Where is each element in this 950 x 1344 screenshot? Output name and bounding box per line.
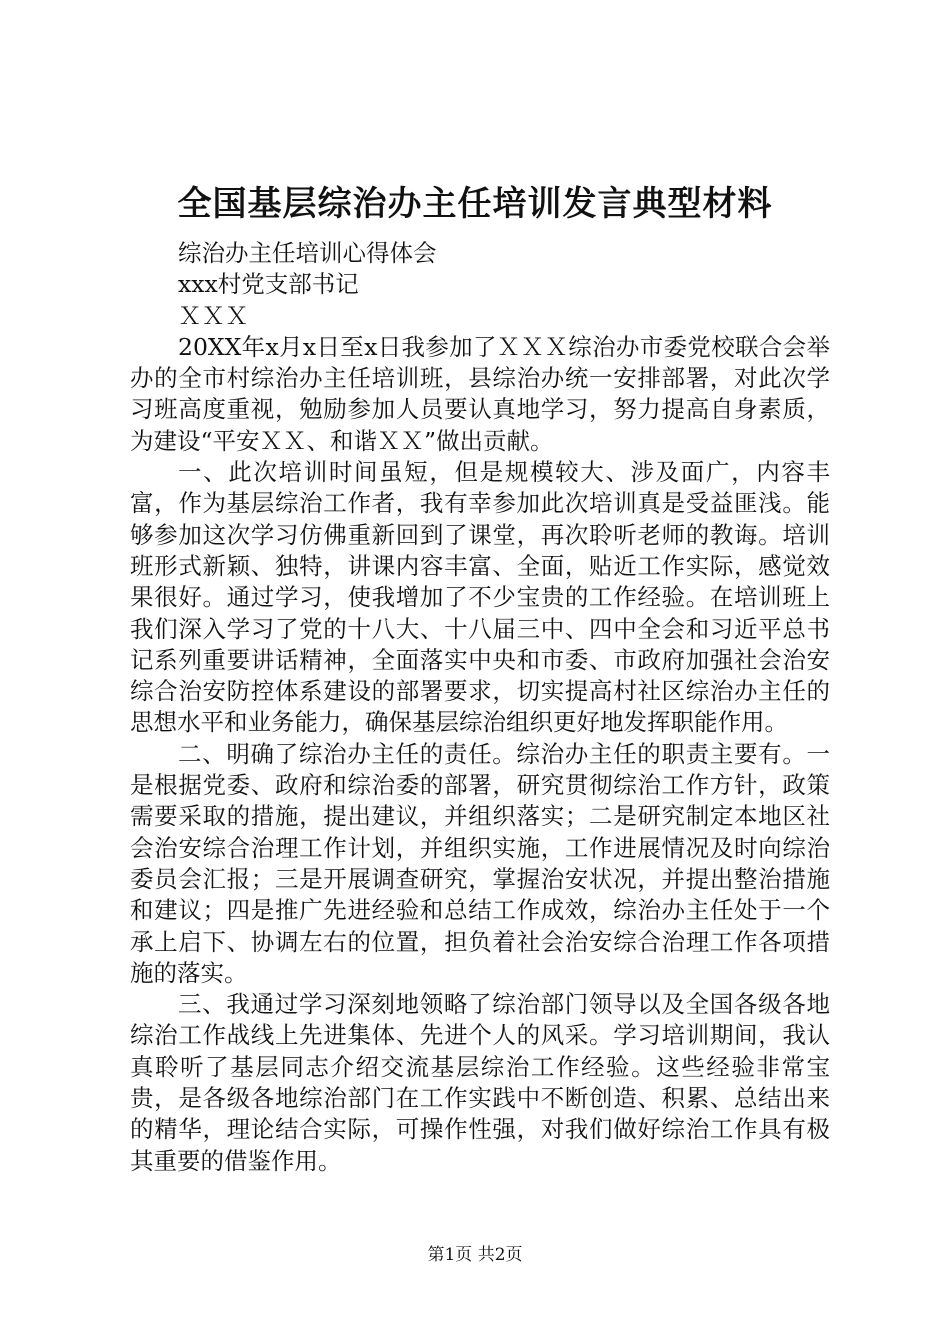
- page-indicator: 第1页 共2页: [427, 1245, 523, 1265]
- author-role: xxx村党支部书记: [178, 270, 359, 299]
- paragraph-section-2: 二、明确了综治办主任的责任。综治办主任的职责主要有。一是根据党委、政府和综治委的部署，研究贯彻综治工作方针，政策需要采取的措施，提出建议，并组织落实；二是研究制定本地区社会治安综合治理工作计划，并组织实施，工作进展情况及时向综治委员会汇报；三是开展调查研究，掌握治安状况，并提出整治措施和建议；四是推广先进经验和总结工作成效，综治办主任处于一个承上启下、协调左右的位置，担负着社会治安综合治理工作各项措施的落实。: [130, 739, 830, 987]
- paragraph-section-1: 一、此次培训时间虽短，但是规模较大、涉及面广，内容丰富，作为基层综治工作者，我有幸参加此次培训真是受益匪浅。能够参加这次学习仿佛重新回到了课堂，再次聆听老师的教诲。培训班形式新颖、独特，讲课内容丰富、全面，贴近工作实际，感觉效果很好。通过学习，使我增加了不少宝贵的工作经验。在培训班上我们深入学习了党的十八大、十八届三中、四中全会和习近平总书记系列重要讲话精神，全面落实中央和市委、市政府加强社会治安综合治安防控体系建设的部署要求，切实提高村社区综治办主任的思想水平和业务能力，确保基层综治组织更好地发挥职能作用。: [130, 458, 830, 737]
- paragraph-intro: 20XX年x月x日至x日我参加了ＸＸＸ综治办市委党校联合会举办的全市村综治办主任培训班，县综治办统一安排部署，对此次学习班高度重视，勉励参加人员要认真地学习，努力提高自身素质，为建设“平安ＸＸ、和谐ＸＸ”做出贡献。: [130, 332, 830, 455]
- document-subtitle: 综治办主任培训心得体会: [178, 239, 437, 267]
- document-title: 全国基层综治办主任培训发言典型材料: [177, 184, 773, 224]
- paragraph-section-3: 三、我通过学习深刻地领略了综治部门领导以及全国各级各地综治工作战线上先进集体、先进个人的风采。学习培训期间，我认真聆听了基层同志介绍交流基层综治工作经验。这些经验非常宝贵，是各级各地综治部门在工作实践中不断创造、积累、总结出来的精华，理论结合实际，可操作性强，对我们做好综治工作具有极其重要的借鉴作用。: [130, 990, 830, 1175]
- document-body: [130, 238, 830, 1177]
- author-name: ＸＸＸ: [178, 301, 249, 330]
